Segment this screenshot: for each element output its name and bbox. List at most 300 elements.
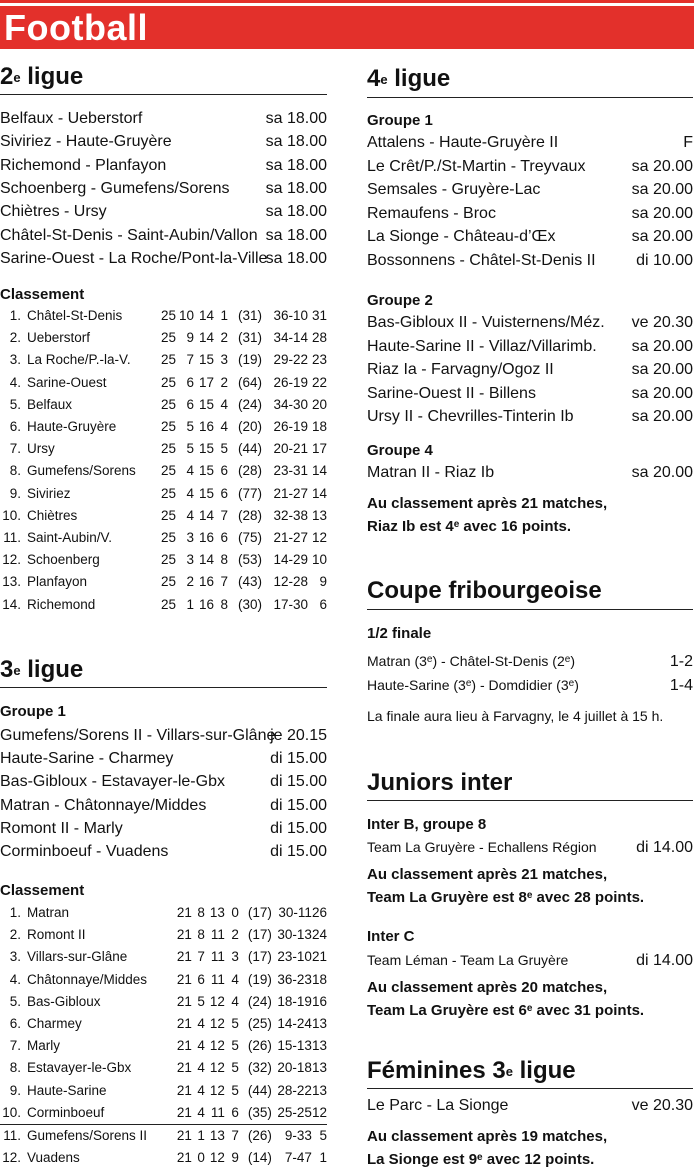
standings-rank: 6. [9,419,21,435]
standings-rank: 12. [2,1149,21,1165]
standings-points: 22 [311,374,327,390]
fixture-time: di 15.00 [270,773,327,791]
divider [367,800,693,801]
fixture-teams: Richemond - Planfayon [0,156,167,174]
standings-row [0,460,327,482]
standings-played: 25 [160,463,176,479]
standings-goals: 9-33 [272,1124,312,1147]
standings-team: Ursy [27,441,55,457]
fixture-teams: Semsales - Gruyère-Lac [367,181,541,199]
juniors-c-fixture: Team Léman - Team La Gruyère di 14.00 [367,952,693,969]
standings-lost: 6 [220,463,228,479]
fixture-teams: Schoenberg - Gumefens/Sorens [0,179,230,197]
standings-drawn: 16 [198,574,214,590]
fixture-row [0,177,327,200]
standings-drawn: 12 [209,1082,225,1098]
fixture-teams: Haute-Sarine II - Villaz/Villarimb. [367,337,597,355]
standings-rank: 1. [9,308,21,324]
standings-won: 6 [186,374,194,390]
coupe-match-score: 1-2 [669,653,693,670]
standings-team: Marly [26,1038,60,1054]
standings-team: Haute-Sarine [26,1082,107,1098]
standings-penalty: (77) [237,485,262,501]
ligue3-group-title: Groupe 1 [0,703,66,720]
ligue2-standings-table [0,305,327,616]
standings-goals: 14-24 [277,1016,312,1032]
standings-row [0,372,327,394]
standings-points: 13 [311,507,327,523]
coupe-title: Coupe fribourgeoise [367,577,602,604]
standings-won: 4 [197,1104,205,1120]
standings-goals: 20-21 [273,441,308,457]
ligue3-standings-title: Classement [0,882,85,899]
standings-drawn: 12 [209,1149,225,1165]
standings-won: 8 [197,905,205,921]
standings-drawn: 16 [198,596,214,612]
standings-rank: 6. [9,1016,21,1032]
standings-drawn: 11 [210,927,225,943]
standings-lost: 3 [231,949,239,965]
standings-row [0,327,327,349]
standings-played: 21 [176,905,192,921]
standings-won: 8 [197,927,205,943]
fixture-teams: Matran - Châtonnaye/Middes [0,796,207,814]
standings-played: 25 [160,596,176,612]
standings-penalty: (35) [247,1104,272,1120]
standings-penalty: (17) [247,905,272,921]
standings-lost: 7 [220,574,228,590]
standings-points: 14 [311,463,327,479]
standings-team: Sarine-Ouest [27,374,107,390]
coupe-match-teams: Matran (3e) - Châtel-St-Denis (2e) [367,653,575,669]
standings-played: 25 [160,308,176,324]
fixture-time: di 10.00 [636,252,693,269]
standings-penalty: (64) [237,374,262,390]
standings-row [0,1080,327,1102]
standings-won: 4 [186,485,194,501]
standings-rank: 4. [9,374,21,390]
standings-row [0,1102,327,1125]
standings-won: 5 [186,419,194,435]
standings-penalty: (26) [239,1124,272,1147]
standings-rank: 13. [2,574,21,590]
standings-row [0,549,327,571]
standings-rank: 5. [9,396,21,412]
standings-penalty: (28) [237,463,262,479]
standings-lost: 5 [231,1060,239,1076]
standings-lost: 2 [220,330,228,346]
fixture-teams: Châtel-St-Denis - Saint-Aubin/Vallon [0,226,258,244]
standings-points: 31 [311,308,327,324]
ligue4-group-title: Groupe 4 [367,442,433,459]
standings-goals: 34-30 [273,396,308,412]
standings-drawn: 12 [209,1016,225,1032]
standings-points: 18 [311,419,327,435]
standings-team: Chiètres [27,507,78,523]
standings-penalty: (26) [247,1038,272,1054]
coupe-match-teams: Haute-Sarine (3e) - Domdidier (3e) [367,677,579,693]
standings-goals: 18-19 [277,993,312,1009]
fixture-row [367,405,693,428]
fixture-time: sa 18.00 [265,249,327,267]
standings-goals: 15-13 [277,1038,312,1054]
standings-points: 17 [311,441,327,457]
standings-drawn: 12 [209,993,225,1009]
standings-goals: 36-10 [273,308,308,324]
juniors-c-title: Inter C [367,928,415,945]
standings-team: Siviriez [27,485,71,501]
fixture-row [0,224,327,247]
standings-played: 21 [176,1104,192,1120]
standings-drawn: 15 [198,485,214,501]
fixture-teams: Matran II - Riaz Ib [367,464,495,481]
divider [367,609,693,610]
feminines-note1: Au classement après 19 matches, [367,1128,608,1145]
standings-penalty: (17) [247,927,272,943]
standings-drawn: 11 [210,1104,225,1120]
standings-lost: 7 [225,1124,239,1147]
standings-won: 4 [197,1016,205,1032]
standings-rank: 7. [9,441,21,457]
standings-penalty: (53) [237,552,262,568]
standings-team: Châtonnaye/Middes [26,971,148,987]
standings-penalty: (44) [247,1082,272,1098]
fixture-time: sa 20.00 [631,204,693,222]
fixture-teams: Chiètres - Ursy [0,203,107,221]
ligue3-title: 3e ligue [0,656,84,683]
standings-penalty: (30) [237,596,262,612]
standings-row [0,1013,327,1035]
standings-team: Vuadens [26,1149,80,1165]
standings-team: Châtel-St-Denis [27,308,123,324]
standings-won: 4 [186,507,194,523]
fixture-teams: Attalens - Haute-Gruyère II [367,134,559,151]
standings-points: 24 [311,927,327,943]
fixture-row [0,107,327,130]
standings-penalty: (25) [247,1016,272,1032]
standings-penalty: (28) [237,507,262,523]
standings-row [0,1124,327,1147]
fixture-row [0,770,327,793]
ligue4-group-title: Groupe 2 [367,292,433,309]
standings-rank: 2. [9,927,21,943]
standings-penalty: (32) [247,1060,272,1076]
standings-won: 4 [197,1060,205,1076]
standings-played: 25 [160,330,176,346]
standings-goals: 30-13 [277,927,312,943]
fixture-time: sa 20.00 [631,228,693,246]
standings-lost: 5 [231,1016,239,1032]
standings-goals: 20-18 [277,1060,312,1076]
standings-goals: 28-22 [277,1082,312,1098]
standings-played: 25 [160,485,176,501]
ligue3-standings-table [0,902,327,1169]
standings-penalty: (17) [247,949,272,965]
standings-won: 1 [186,596,194,612]
standings-won: 4 [186,463,194,479]
standings-played: 21 [176,1082,192,1098]
standings-lost: 4 [220,419,228,435]
fixture-time: je 20.15 [270,727,327,744]
standings-points: 26 [311,905,327,921]
fixture-teams: La Sionge - Château-d’Œx [367,228,556,246]
standings-goals: 36-23 [277,971,312,987]
standings-penalty: (20) [237,419,262,435]
standings-drawn: 14 [198,507,214,523]
standings-team: Matran [26,905,70,921]
juniors-c-note1: Au classement après 20 matches, [367,979,608,996]
standings-drawn: 16 [198,419,214,435]
standings-played: 25 [160,507,176,523]
fixture-teams: Gumefens/Sorens II - Villars-sur-Glâne [0,727,276,744]
coupe-final-note: La finale aura lieu à Farvagny, le 4 juillet à 15 h. [367,708,664,724]
standings-played: 25 [160,574,176,590]
standings-points: 13 [311,1016,327,1032]
standings-won: 6 [186,396,194,412]
fixture-row [367,358,693,381]
fixture-row [0,817,327,840]
standings-team: Romont II [26,927,86,943]
fixture-teams: Riaz Ia - Farvagny/Ogoz II [367,361,554,379]
fixture-teams: Bossonnens - Châtel-St-Denis II [367,252,596,269]
juniors-title: Juniors inter [367,769,513,796]
standings-won: 10 [178,308,194,324]
section-banner [0,6,694,49]
standings-points: 13 [311,1082,327,1098]
standings-team: Charmey [26,1016,82,1032]
fixture-row [0,200,327,223]
standings-row [0,593,327,615]
standings-rank: 10. [2,507,21,523]
standings-points: 1 [319,1149,327,1165]
standings-penalty: (19) [247,971,272,987]
divider [0,687,327,688]
fixture-teams: Belfaux - Ueberstorf [0,110,143,127]
standings-points: 12 [311,1104,327,1120]
standings-lost: 8 [220,596,228,612]
fixture-row [0,747,327,770]
standings-team: Corminboeuf [26,1104,105,1120]
standings-lost: 6 [231,1104,239,1120]
standings-lost: 9 [231,1149,239,1165]
standings-rank: 8. [9,463,21,479]
fixture-teams: Corminboeuf - Vuadens [0,843,169,860]
standings-goals: 21-27 [273,529,308,545]
standings-drawn: 15 [198,463,214,479]
standings-rank: 11. [0,1124,24,1147]
standings-points: 12 [311,529,327,545]
standings-team: Planfayon [27,574,88,590]
fixture-time: ve 20.30 [631,314,693,331]
fixture-teams: Bas-Gibloux II - Vuisternens/Méz. [367,314,605,331]
standings-played: 25 [160,396,176,412]
standings-points: 13 [311,1038,327,1054]
standings-played: 21 [176,971,192,987]
standings-goals: 32-38 [273,507,308,523]
standings-team: Gumefens/Sorens [27,463,136,479]
fixture-row [367,311,693,334]
standings-drawn: 16 [198,529,214,545]
standings-penalty: (75) [237,529,262,545]
standings-penalty: (24) [237,396,262,412]
fixture-time: sa 18.00 [265,179,327,197]
standings-row [0,571,327,593]
juniors-c-note2: Team La Gruyère est 6e avec 31 points. [367,1002,645,1019]
standings-penalty: (31) [237,330,262,346]
divider [367,1088,693,1089]
fixture-row [0,840,327,863]
standings-points: 23 [311,352,327,368]
standings-penalty: (24) [247,993,272,1009]
standings-rank: 3. [9,949,21,965]
fixture-time: sa 18.00 [265,133,327,151]
standings-rank: 1. [9,905,21,921]
standings-played: 25 [160,352,176,368]
standings-won: 6 [197,971,205,987]
fixture-time: sa 20.00 [631,464,693,481]
standings-rank: 11. [3,529,21,545]
standings-row [0,394,327,416]
fixture-row [367,178,693,201]
standings-points: 16 [311,993,327,1009]
fixture-time: sa 20.00 [631,157,693,175]
standings-points: 21 [311,949,327,965]
fixture-teams: Ursy II - Chevrilles-Tinterin Ib [367,408,574,426]
standings-row [0,1147,327,1169]
fixture-time: sa 20.00 [631,181,693,199]
standings-team: Bas-Gibloux [26,993,101,1009]
standings-rank: 5. [9,993,21,1009]
standings-won: 4 [197,1082,205,1098]
coupe-match-row [367,650,693,673]
fixture-teams: Romont II - Marly [0,819,123,837]
coupe-match-score: 1-4 [669,677,693,694]
standings-row [0,991,327,1013]
standings-penalty: (31) [237,308,262,324]
standings-goals: 23-31 [273,463,308,479]
standings-team: Haute-Gruyère [27,419,117,435]
standings-lost: 4 [231,993,239,1009]
fixture-teams: Sarine-Ouest - La Roche/Pont-la-Ville [0,249,268,267]
standings-lost: 1 [220,308,228,324]
standings-team: Ueberstorf [27,330,91,346]
standings-points: 20 [311,396,327,412]
standings-row [0,305,327,327]
standings-played: 21 [176,1038,192,1054]
standings-drawn: 12 [209,1038,225,1054]
standings-goals: 30-11 [278,905,312,921]
standings-drawn: 15 [198,441,214,457]
ligue4-group-title: Groupe 1 [367,112,433,129]
standings-points: 14 [311,485,327,501]
fixture-time: di 15.00 [270,750,327,768]
standings-drawn: 12 [209,1060,225,1076]
ligue4-note-line1: Au classement après 21 matches, [367,495,608,512]
fixture-time: sa 18.00 [265,156,327,174]
standings-lost: 5 [220,441,228,457]
fixture-time: sa 18.00 [265,203,327,221]
standings-team: Belfaux [27,396,73,412]
standings-row [0,946,327,968]
fixture-row [367,202,693,225]
standings-row [0,349,327,371]
fixture-row [367,249,693,272]
fixture-teams: Haute-Sarine - Charmey [0,750,174,768]
standings-points: 5 [312,1124,327,1147]
standings-rank: 10. [2,1104,21,1120]
standings-goals: 21-27 [273,485,308,501]
standings-team: Richemond [27,596,96,612]
standings-goals: 7-47 [284,1149,312,1165]
standings-penalty: (19) [237,352,262,368]
standings-rank: 4. [9,971,21,987]
standings-rank: 9. [9,1082,21,1098]
fixture-row [367,225,693,248]
standings-played: 21 [176,993,192,1009]
standings-played: 21 [172,1124,192,1147]
fixture-teams: Siviriez - Haute-Gruyère [0,133,172,151]
standings-team: Schoenberg [27,552,100,568]
standings-drawn: 13 [209,905,225,921]
standings-played: 21 [176,1016,192,1032]
standings-played: 25 [160,374,176,390]
fixture-time: F [683,134,693,151]
standings-goals: 25-25 [277,1104,312,1120]
standings-rank: 8. [9,1060,21,1076]
standings-goals: 14-29 [273,552,308,568]
standings-goals: 29-22 [273,352,308,368]
standings-team: Estavayer-le-Gbx [26,1060,132,1076]
top-accent-line [0,0,694,3]
fixture-time: sa 20.00 [631,408,693,426]
standings-played: 21 [176,1060,192,1076]
standings-goals: 23-10 [277,949,312,965]
standings-points: 13 [311,1060,327,1076]
standings-drawn: 14 [198,330,214,346]
standings-lost: 8 [220,552,228,568]
fixture-time: di 15.00 [270,819,327,837]
standings-lost: 6 [220,485,228,501]
standings-row [0,483,327,505]
standings-lost: 0 [231,905,239,921]
standings-won: 7 [197,949,205,965]
standings-goals: 34-14 [273,330,308,346]
standings-won: 5 [197,993,205,1009]
standings-played: 25 [160,552,176,568]
standings-row [0,438,327,460]
standings-goals: 17-30 [273,596,308,612]
standings-row [0,527,327,549]
fixture-row [0,130,327,153]
standings-won: 0 [197,1149,205,1165]
ligue4-title: 4e ligue [367,65,451,92]
standings-won: 3 [186,529,194,545]
standings-played: 21 [176,1149,192,1165]
standings-won: 4 [197,1038,205,1054]
standings-rank: 7. [9,1038,21,1054]
standings-goals: 12-28 [273,574,308,590]
standings-drawn: 11 [210,971,225,987]
fixture-row [367,335,693,358]
standings-lost: 7 [220,507,228,523]
fixture-time: sa 20.00 [631,361,693,379]
standings-lost: 2 [231,927,239,943]
standings-drawn: 14 [198,308,214,324]
standings-rank: 2. [9,330,21,346]
standings-points: 10 [311,552,327,568]
standings-drawn: 15 [198,352,214,368]
feminines-title: Féminines 3e ligue [367,1057,576,1084]
